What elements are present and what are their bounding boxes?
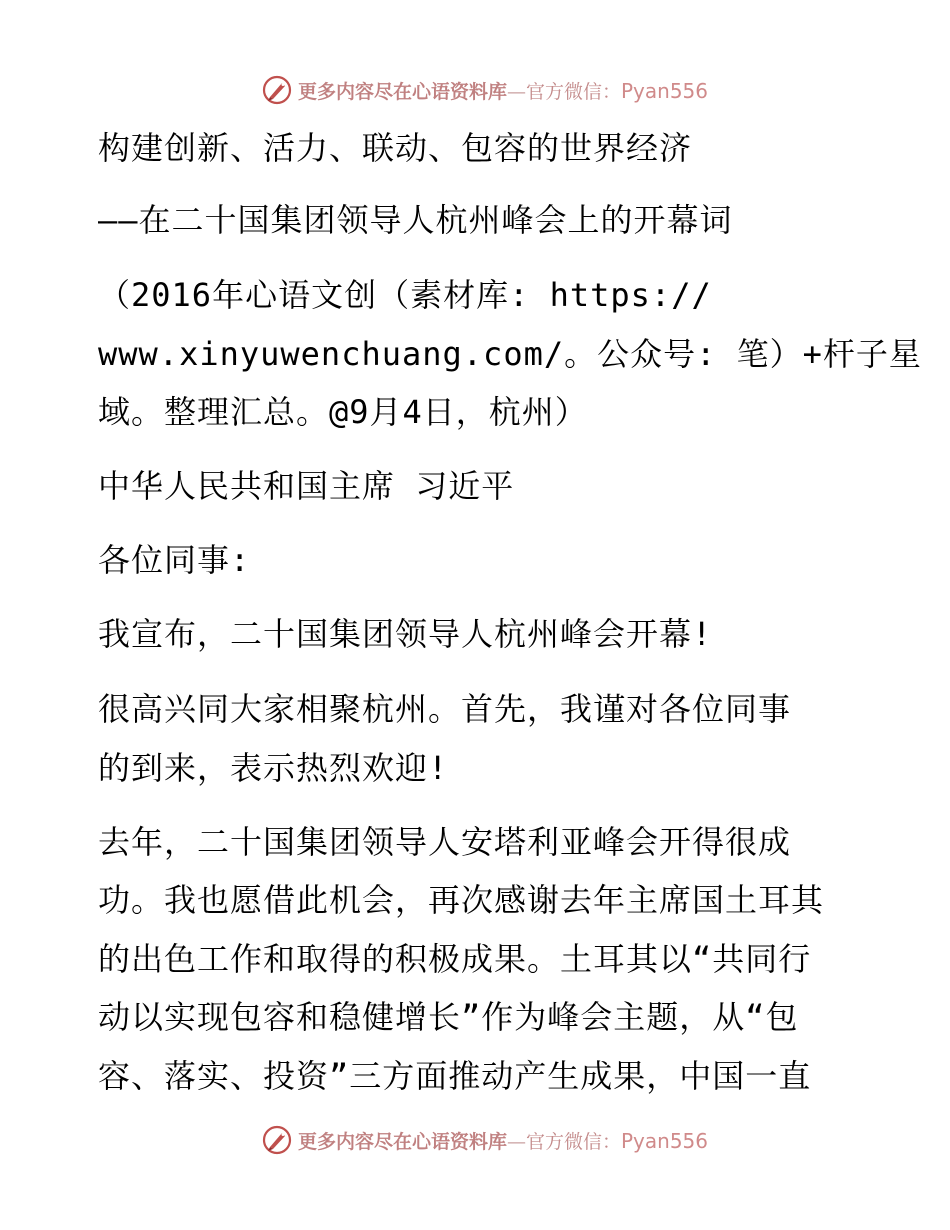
- watermark-text: [298, 1127, 708, 1154]
- quill-pen-logo-icon: [262, 75, 292, 105]
- watermark-wechat-label: 官方微信：: [525, 1130, 621, 1153]
- watermark-text: [298, 77, 708, 104]
- doc-source-line-1: （2016年心语文创（素材库: https://: [98, 276, 712, 314]
- doc-salutation: 各位同事:: [98, 541, 251, 579]
- doc-paragraph-3-line-4: 动以实现包容和稳健增长”作为峰会主题，从“包: [98, 998, 799, 1036]
- footer-watermark: [0, 1122, 950, 1158]
- doc-paragraph-2-line-2: 的到来，表示热烈欢迎!: [98, 749, 449, 787]
- watermark-separator: —: [506, 80, 526, 103]
- watermark-separator: —: [506, 1130, 526, 1153]
- doc-paragraph-3-line-3: 的出色工作和取得的积极成果。土耳其以“共同行: [98, 940, 812, 978]
- quill-pen-logo-icon: [262, 1125, 292, 1155]
- watermark-group: [262, 75, 708, 105]
- doc-author: 中华人民共和国主席 习近平: [98, 467, 515, 505]
- watermark-main: 更多内容尽在心语资料库: [297, 1130, 507, 1153]
- watermark-group: [262, 1125, 708, 1155]
- doc-paragraph-2-line-1: 很高兴同大家相聚杭州。首先，我谨对各位同事: [98, 690, 792, 728]
- watermark-wechat-id: Pyan556: [621, 1128, 709, 1153]
- doc-title: 构建创新、活力、联动、包容的世界经济: [98, 129, 693, 167]
- doc-source-line-3: 域。整理汇总。@9月4日，杭州）: [98, 393, 588, 431]
- doc-paragraph-3-line-1: 去年，二十国集团领导人安塔利亚峰会开得很成: [98, 823, 792, 861]
- doc-subtitle: ——在二十国集团领导人杭州峰会上的开幕词: [98, 201, 733, 239]
- doc-paragraph-3-line-5: 容、落实、投资”三方面推动产生成果，中国一直: [98, 1057, 812, 1095]
- header-watermark: [0, 72, 950, 108]
- doc-source-line-2: www.xinyuwenchuang.com/。公众号: 笔）+杆子星: [98, 335, 922, 373]
- doc-paragraph-1: 我宣布，二十国集团领导人杭州峰会开幕!: [98, 615, 713, 653]
- watermark-wechat-id: Pyan556: [621, 78, 709, 103]
- watermark-main: 更多内容尽在心语资料库: [297, 80, 507, 103]
- watermark-wechat-label: 官方微信：: [525, 80, 621, 103]
- doc-paragraph-3-line-2: 功。我也愿借此机会，再次感谢去年主席国土耳其: [98, 881, 825, 919]
